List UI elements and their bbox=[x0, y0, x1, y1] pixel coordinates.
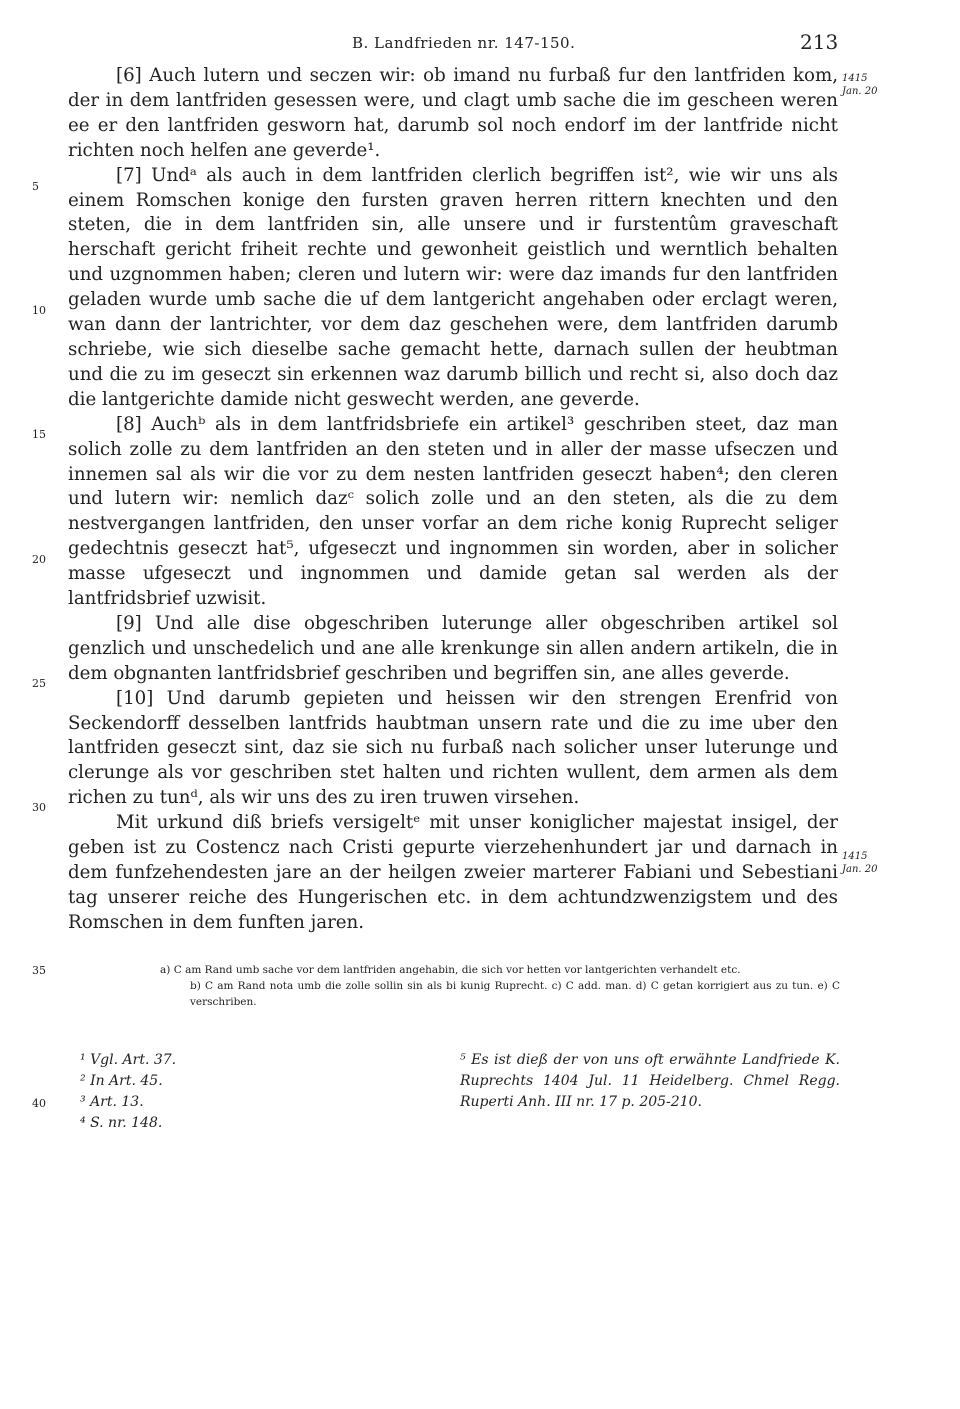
line-number: 35 bbox=[32, 964, 46, 977]
paragraph-9: [9] Und alle dise obgeschriben luterunge aller obgeschriben artikel sol genzlich und unschedelich und ane alle krenkunge sin allen andern artikeln, die in dem obgnanten lantfridsbrief geschriben und begriffen sin, ane alles geverde. bbox=[68, 612, 838, 684]
margin-date-note bbox=[842, 850, 878, 876]
footnotes-left bbox=[80, 1050, 400, 1134]
critical-apparatus bbox=[160, 962, 840, 1010]
apparatus-note: b) C am Rand nota umb die zolle sollin sin als bi kunig Ruprecht. c) C add. man. d) C getan korrigiert aus zu tun. e) C verschriben. bbox=[190, 980, 840, 1008]
margin-date: Jan. 20 bbox=[842, 864, 878, 875]
footnote: ⁴ S. nr. 148. bbox=[80, 1115, 163, 1131]
line-number: 15 bbox=[32, 428, 46, 441]
footnote: ² In Art. 45. bbox=[80, 1073, 163, 1089]
apparatus-note: a) C am Rand umb sache vor dem lantfriden angehabin, die sich vor hetten vor lantgerichten verhandelt etc. bbox=[160, 964, 741, 976]
running-title: B. Landfrieden nr. 147-150. bbox=[352, 34, 576, 52]
margin-year: 1415 bbox=[842, 73, 868, 84]
footnote: ⁵ Es ist dieß der von uns oft erwähnte Landfriede K. Ruprechts 1404 Jul. 11 Heidelberg. Chmel Regg. Ruperti Anh. III nr. 17 p. 205-210. bbox=[460, 1052, 840, 1110]
paragraph-7: [7] Undᵃ als auch in dem lantfriden clerlich begriffen ist², wie wir uns als einem Romschen konige den fursten graven herren rittern knechten und den steten, die in dem lantfriden sin, alle unsere und ir furstentûm graveschaft herschaft gericht friheit rechte und gewonheit geistlich und werntlich behalten und uzgnommen haben; cleren und lutern wir: were daz imands fur den lantfriden geladen wurde umb sache die uf dem lantgericht angehaben oder erclagt weren, wan dann der lantrichter, vor dem daz geschehen were, dem lantfriden darumb schriebe, wie sich dieselbe sache gemacht hette, darnach sullen der heubtman und die zu im geseczt sin erkennen waz darumb billich und recht si, also doch daz die lantgerichte damide nicht geswecht werden, ane geverde. bbox=[68, 164, 838, 410]
footnote: ¹ Vgl. Art. 37. bbox=[80, 1052, 177, 1068]
margin-year: 1415 bbox=[842, 851, 868, 862]
line-number: 20 bbox=[32, 553, 46, 566]
paragraph-10: [10] Und darumb gepieten und heissen wir den strengen Erenfrid von Seckendorff desselben lantfrids haubtman unsern rate und die zu ime uber den lantfriden geseczt sint, daz sie sich nu furbaß nach solicher unser luterunge und clerunge als vor geschriben stet halten und richten wullent, dem armen als dem richen zu tunᵈ, als wir uns des zu iren truwen virsehen. bbox=[68, 687, 838, 809]
line-number: 5 bbox=[32, 180, 39, 193]
dating-clause: Mit urkund diß briefs versigeltᵉ mit unser koniglicher majestat insigel, der geben ist zu Costencz nach Cristi gepurte vierzehenhundert jar und darnach in dem funfzehendesten jare an der heilgen zweier marterer Fabiani und Sebestiani tag unserer reiche des Hungerischen etc. in dem achtundzwenzigstem und des Romschen in dem funften jaren. bbox=[68, 812, 838, 933]
line-number: 25 bbox=[32, 677, 46, 690]
line-number: 40 bbox=[32, 1097, 46, 1110]
line-number: 30 bbox=[32, 801, 46, 814]
page-header bbox=[0, 30, 960, 60]
footnote: ³ Art. 13. bbox=[80, 1094, 144, 1110]
main-text bbox=[68, 64, 838, 936]
footnotes-right bbox=[460, 1050, 840, 1113]
page-number: 213 bbox=[800, 30, 839, 54]
margin-date: Jan. 20 bbox=[842, 86, 878, 97]
paragraph-6: [6] Auch lutern und seczen wir: ob imand nu furbaß fur den lantfriden kom, der in dem lantfriden gesessen were, und clagt umb sache die im gescheen weren ee er den lantfriden gesworn hat, darumb sol noch endorf im der lantfride nicht richten noch helfen ane geverde¹. bbox=[68, 65, 838, 161]
paragraph-8: [8] Auchᵇ als in dem lantfridsbriefe ein artikel³ geschriben steet, daz man solich zolle zu dem lantfriden an den steten und in aller der masse ufseczen und innemen sal als wir die vor zu dem nesten lantfriden geseczt haben⁴; den cleren und lutern wir: nemlich dazᶜ solich zolle und an den steten, als die zu dem nestvergangen lantfriden, den unser vorfar an dem riche konig Ruprecht seliger gedechtnis geseczt hat⁵, ufgeseczt und ingnommen sin worden, aber in solicher masse ufgeseczt und ingnommen und damide getan sal werden als der lantfridsbrief uzwisit. bbox=[68, 413, 838, 610]
line-number: 10 bbox=[32, 304, 46, 317]
margin-date-note bbox=[842, 72, 878, 98]
